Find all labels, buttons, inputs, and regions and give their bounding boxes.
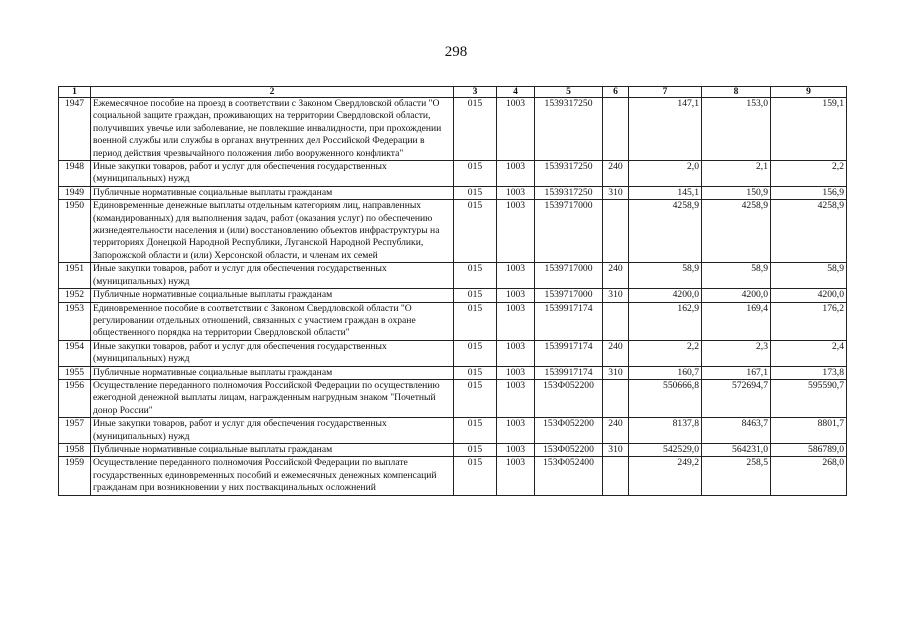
row-number: 1956 (59, 379, 91, 417)
expense-type-code (603, 98, 629, 161)
row-description: Иные закупки товаров, работ и услуг для обеспечения государственных (муниципальных) нужд (91, 161, 454, 187)
expense-type-code: 310 (603, 186, 629, 199)
ministry-code: 015 (454, 289, 497, 302)
table-row (59, 263, 847, 289)
row-number: 1951 (59, 263, 91, 289)
amount-col-7: 2,2 (629, 340, 702, 366)
amount-col-9: 8801,7 (771, 418, 847, 444)
expense-type-code: 310 (603, 443, 629, 456)
amount-col-8: 58,9 (702, 263, 771, 289)
row-number: 1949 (59, 186, 91, 199)
table-row (59, 200, 847, 263)
amount-col-8: 167,1 (702, 366, 771, 379)
target-article-code: 1539317250 (535, 186, 603, 199)
table-row (59, 443, 847, 456)
table-header-row (59, 87, 847, 98)
section-code: 1003 (497, 443, 535, 456)
amount-col-8: 4200,0 (702, 289, 771, 302)
expense-type-code (603, 457, 629, 495)
row-number: 1947 (59, 98, 91, 161)
row-number: 1950 (59, 200, 91, 263)
budget-table (58, 86, 847, 496)
column-header: 5 (535, 87, 603, 98)
amount-col-9: 156,9 (771, 186, 847, 199)
section-code: 1003 (497, 366, 535, 379)
amount-col-9: 4258,9 (771, 200, 847, 263)
column-header: 8 (702, 87, 771, 98)
amount-col-7: 147,1 (629, 98, 702, 161)
amount-col-9: 159,1 (771, 98, 847, 161)
section-code: 1003 (497, 200, 535, 263)
amount-col-7: 8137,8 (629, 418, 702, 444)
table-row (59, 379, 847, 417)
section-code: 1003 (497, 302, 535, 340)
ministry-code: 015 (454, 302, 497, 340)
row-number: 1948 (59, 161, 91, 187)
section-code: 1003 (497, 289, 535, 302)
target-article-code: 1539717000 (535, 289, 603, 302)
expense-type-code: 240 (603, 418, 629, 444)
target-article-code: 153Ф052200 (535, 443, 603, 456)
table-body (59, 98, 847, 496)
section-code: 1003 (497, 340, 535, 366)
amount-col-9: 58,9 (771, 263, 847, 289)
target-article-code: 1539917174 (535, 340, 603, 366)
row-number: 1959 (59, 457, 91, 495)
row-number: 1957 (59, 418, 91, 444)
amount-col-9: 595590,7 (771, 379, 847, 417)
target-article-code: 1539717000 (535, 200, 603, 263)
target-article-code: 1539717000 (535, 263, 603, 289)
ministry-code: 015 (454, 98, 497, 161)
amount-col-9: 2,2 (771, 161, 847, 187)
ministry-code: 015 (454, 340, 497, 366)
column-header: 7 (629, 87, 702, 98)
amount-col-9: 268,0 (771, 457, 847, 495)
expense-type-code (603, 302, 629, 340)
ministry-code: 015 (454, 186, 497, 199)
amount-col-8: 564231,0 (702, 443, 771, 456)
row-description: Осуществление переданного полномочия Российской Федерации по осуществлению ежегодной денежной выплаты лицам, награжденным нагрудным знаком "Почетный донор России" (91, 379, 454, 417)
row-description: Иные закупки товаров, работ и услуг для обеспечения государственных (муниципальных) нужд (91, 418, 454, 444)
column-header: 6 (603, 87, 629, 98)
amount-col-8: 150,9 (702, 186, 771, 199)
target-article-code: 153Ф052400 (535, 457, 603, 495)
column-header: 4 (497, 87, 535, 98)
expense-type-code (603, 200, 629, 263)
row-number: 1955 (59, 366, 91, 379)
target-article-code: 1539917174 (535, 366, 603, 379)
amount-col-9: 2,4 (771, 340, 847, 366)
section-code: 1003 (497, 98, 535, 161)
amount-col-7: 160,7 (629, 366, 702, 379)
column-header: 9 (771, 87, 847, 98)
ministry-code: 015 (454, 443, 497, 456)
row-description: Публичные нормативные социальные выплаты гражданам (91, 443, 454, 456)
table-row (59, 340, 847, 366)
amount-col-7: 162,9 (629, 302, 702, 340)
row-description: Иные закупки товаров, работ и услуг для обеспечения государственных (муниципальных) нужд (91, 340, 454, 366)
ministry-code: 015 (454, 379, 497, 417)
section-code: 1003 (497, 418, 535, 444)
expense-type-code: 310 (603, 289, 629, 302)
row-description: Иные закупки товаров, работ и услуг для обеспечения государственных (муниципальных) нужд (91, 263, 454, 289)
row-description: Ежемесячное пособие на проезд в соответствии с Законом Свердловской области "О социальной защите граждан, проживающих на территории Свердловской области, получивших увечье или заболевание, не повлекшие инвалидности, при прохождении военной службы или службы в органах внутренних дел Российской Федерации в период действия чрезвычайного положения либо вооруженного конфликта" (91, 98, 454, 161)
table-row (59, 186, 847, 199)
ministry-code: 015 (454, 366, 497, 379)
amount-col-7: 2,0 (629, 161, 702, 187)
table-row (59, 457, 847, 495)
ministry-code: 015 (454, 418, 497, 444)
row-number: 1952 (59, 289, 91, 302)
section-code: 1003 (497, 457, 535, 495)
row-number: 1958 (59, 443, 91, 456)
amount-col-8: 169,4 (702, 302, 771, 340)
column-header: 1 (59, 87, 91, 98)
row-description: Осуществление переданного полномочия Российской Федерации по выплате государственных единовременных пособий и ежемесячных денежных компенсаций гражданам при возникновении у них поствакцинальных осложнений (91, 457, 454, 495)
row-description: Единовременное пособие в соответствии с Законом Свердловской области "О регулировании отдельных отношений, связанных с участием граждан в охране общественного порядка на территории Свердловской области" (91, 302, 454, 340)
table-row (59, 161, 847, 187)
amount-col-8: 4258,9 (702, 200, 771, 263)
amount-col-9: 4200,0 (771, 289, 847, 302)
amount-col-9: 173,8 (771, 366, 847, 379)
target-article-code: 153Ф052200 (535, 379, 603, 417)
target-article-code: 1539317250 (535, 161, 603, 187)
amount-col-7: 58,9 (629, 263, 702, 289)
section-code: 1003 (497, 161, 535, 187)
amount-col-8: 2,1 (702, 161, 771, 187)
amount-col-9: 176,2 (771, 302, 847, 340)
row-description: Публичные нормативные социальные выплаты гражданам (91, 366, 454, 379)
row-number: 1953 (59, 302, 91, 340)
table-row (59, 418, 847, 444)
target-article-code: 1539917174 (535, 302, 603, 340)
amount-col-7: 4258,9 (629, 200, 702, 263)
amount-col-7: 550666,8 (629, 379, 702, 417)
expense-type-code (603, 379, 629, 417)
ministry-code: 015 (454, 161, 497, 187)
expense-type-code: 240 (603, 161, 629, 187)
row-description: Единовременные денежные выплаты отдельным категориям лиц, направленных (командированных) для выполнения задач, работ (оказания услуг) по обеспечению жизнедеятельности населения и (или) восстановлению объектов инфраструктуры на территориях Донецкой Народной Республики, Луганской Народной Республики, Запорожской области и (или) Херсонской области, и членам их семей (91, 200, 454, 263)
expense-type-code: 310 (603, 366, 629, 379)
amount-col-7: 542529,0 (629, 443, 702, 456)
amount-col-9: 586789,0 (771, 443, 847, 456)
table-row (59, 98, 847, 161)
table-row (59, 289, 847, 302)
amount-col-7: 249,2 (629, 457, 702, 495)
column-header: 2 (91, 87, 454, 98)
expense-type-code: 240 (603, 263, 629, 289)
row-description: Публичные нормативные социальные выплаты гражданам (91, 289, 454, 302)
amount-col-7: 4200,0 (629, 289, 702, 302)
expense-type-code: 240 (603, 340, 629, 366)
amount-col-8: 2,3 (702, 340, 771, 366)
section-code: 1003 (497, 379, 535, 417)
target-article-code: 1539317250 (535, 98, 603, 161)
target-article-code: 153Ф052200 (535, 418, 603, 444)
amount-col-8: 153,0 (702, 98, 771, 161)
amount-col-8: 8463,7 (702, 418, 771, 444)
page-number: 298 (444, 44, 468, 60)
row-number: 1954 (59, 340, 91, 366)
section-code: 1003 (497, 186, 535, 199)
ministry-code: 015 (454, 263, 497, 289)
row-description: Публичные нормативные социальные выплаты гражданам (91, 186, 454, 199)
amount-col-8: 258,5 (702, 457, 771, 495)
ministry-code: 015 (454, 457, 497, 495)
section-code: 1003 (497, 263, 535, 289)
amount-col-7: 145,1 (629, 186, 702, 199)
ministry-code: 015 (454, 200, 497, 263)
amount-col-8: 572694,7 (702, 379, 771, 417)
table-row (59, 366, 847, 379)
column-header: 3 (454, 87, 497, 98)
table-row (59, 302, 847, 340)
